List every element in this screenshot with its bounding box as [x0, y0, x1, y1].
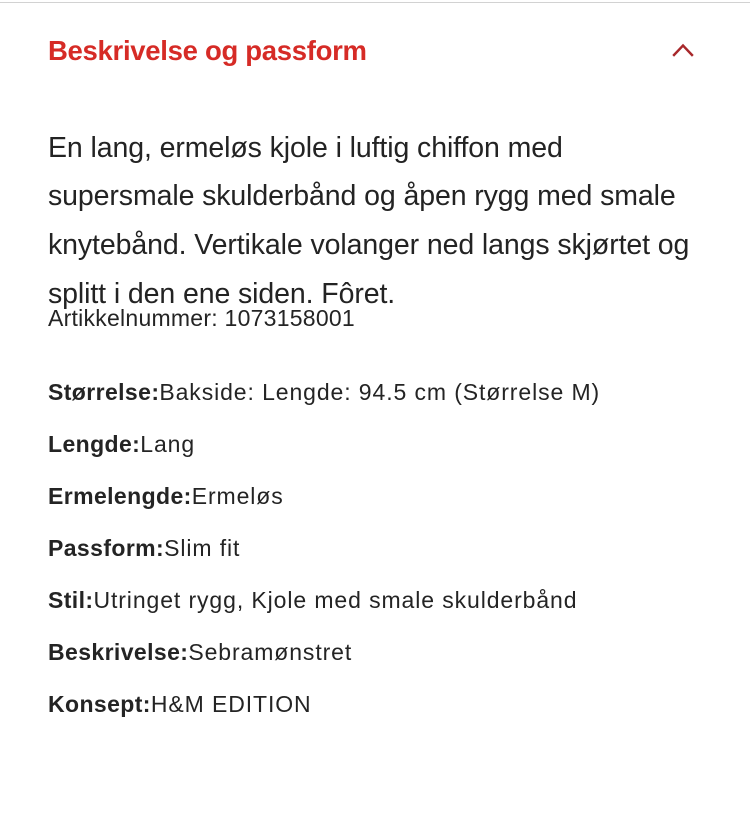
spec-label: Konsept: [48, 691, 151, 717]
spec-label: Lengde: [48, 431, 141, 457]
spec-row-konsept [48, 686, 688, 723]
spec-label: Stil: [48, 587, 94, 613]
spec-row-stil [48, 582, 688, 619]
spec-label: Beskrivelse: [48, 639, 189, 665]
article-number: Artikkelnummer: 1073158001 [48, 305, 355, 331]
spec-row-lengde [48, 426, 688, 463]
spec-row-ermelengde [48, 478, 688, 515]
accordion-header-beskrivelse-og-passform[interactable] [0, 28, 750, 74]
spec-value: Sebramønstret [188, 639, 353, 665]
spec-value: Lang [140, 431, 196, 457]
spec-label: Passform: [48, 535, 165, 561]
spec-row-beskrivelse [48, 634, 688, 671]
specification-list [48, 374, 688, 723]
spec-label: Størrelse: [48, 379, 160, 405]
spec-value: Slim fit [164, 535, 241, 561]
page-title: Beskrivelse og passform [48, 35, 367, 66]
spec-value: H&M EDITION [150, 691, 312, 717]
section-divider [0, 2, 750, 3]
spec-row-storrelse [48, 374, 688, 411]
spec-row-passform [48, 530, 688, 567]
spec-value: Utringet rygg, Kjole med smale skulderbånd [93, 587, 578, 613]
spec-value: Ermeløs [191, 483, 284, 509]
product-description-text: En lang, ermeløs kjole i luftig chiffon med supersmale skulderbånd og åpen rygg med smale knytebånd. Vertikale volanger ned langs skjørtet og splitt i den ene siden. Fôret. [48, 131, 690, 310]
spec-label: Ermelengde: [48, 483, 192, 509]
spec-value: Bakside: Lengde: 94.5 cm (Størrelse M) [159, 379, 601, 405]
chevron-up-icon[interactable] [668, 36, 698, 66]
